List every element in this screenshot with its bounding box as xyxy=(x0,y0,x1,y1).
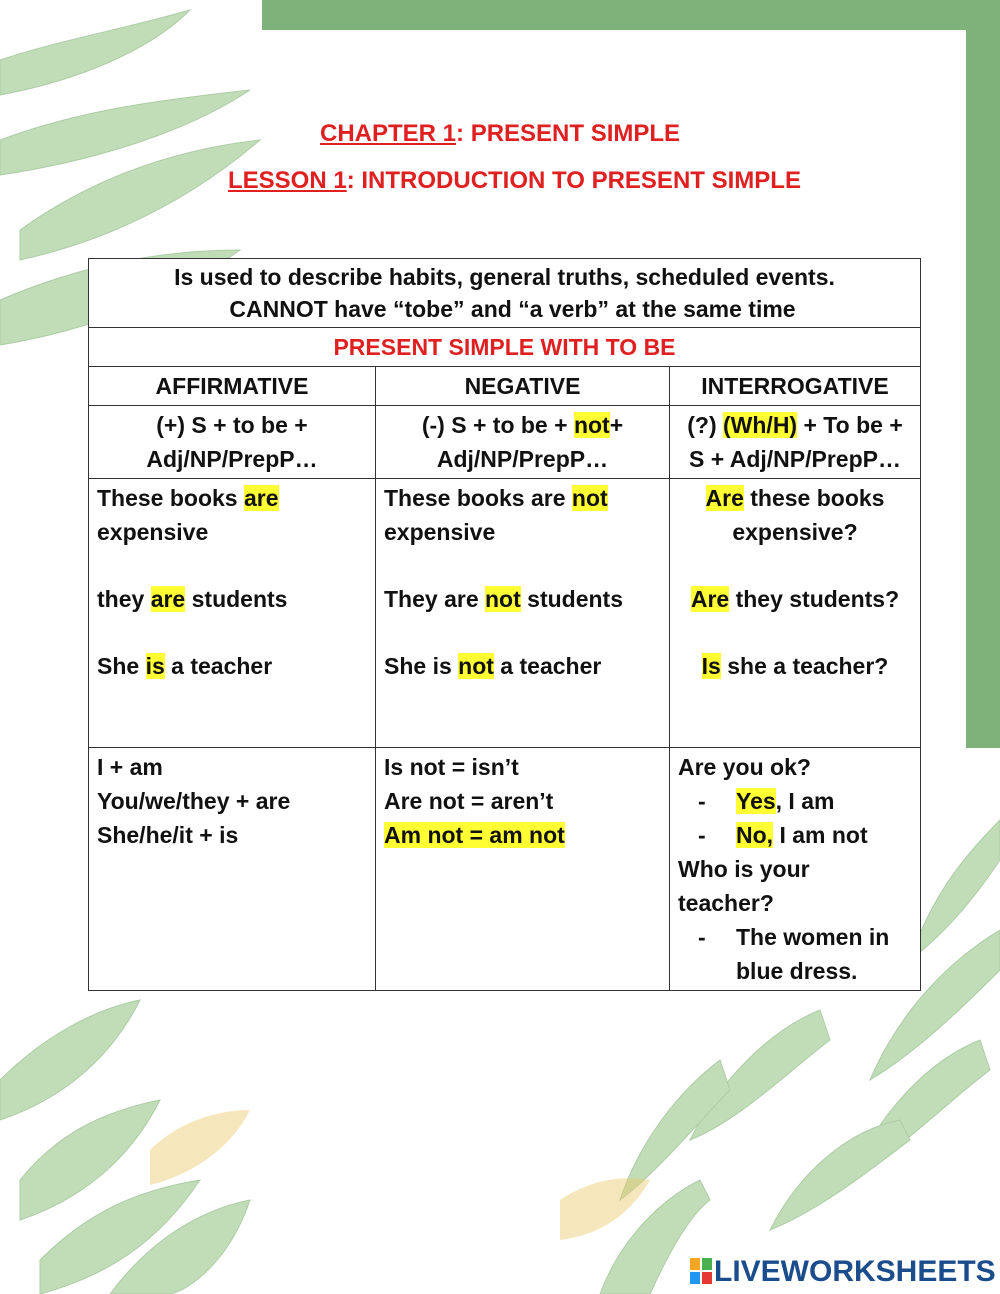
highlighted-word: not xyxy=(573,412,610,438)
examples-interrogative xyxy=(670,479,921,748)
highlighted-word: are xyxy=(150,586,186,612)
spacer xyxy=(384,616,661,649)
example-sentence xyxy=(678,582,912,616)
highlighted-word: is xyxy=(145,653,165,679)
chapter-title xyxy=(320,120,680,148)
example-text: these books xyxy=(743,485,885,511)
intro-line-1: Is used to describe habits, general truths, scheduled events. xyxy=(174,264,835,290)
answer-item xyxy=(678,954,912,988)
intro-cell xyxy=(89,259,921,328)
example-continuation: expensive xyxy=(97,519,209,545)
section-title-row xyxy=(89,328,921,367)
example-text: they students? xyxy=(729,586,900,612)
col-header-affirmative: AFFIRMATIVE xyxy=(89,367,376,406)
example-continuation: expensive xyxy=(384,519,496,545)
dash-bullet: - xyxy=(698,924,706,950)
dash-spacer xyxy=(698,954,736,988)
example-text: a teacher xyxy=(493,653,602,679)
grammar-table xyxy=(88,258,921,991)
formula-interrogative xyxy=(670,406,921,479)
example-text: they xyxy=(97,586,151,612)
example-continuation: expensive? xyxy=(732,519,858,545)
formula-text: (?) xyxy=(687,412,724,438)
example-text: She xyxy=(97,653,146,679)
highlighted-word: Yes xyxy=(736,788,776,814)
formula-affirmative-line-2: Adj/NP/PrepP… xyxy=(146,446,318,472)
chapter-label: CHAPTER 1 xyxy=(320,120,457,147)
lesson-label: LESSON 1 xyxy=(228,167,347,194)
intro-row xyxy=(89,259,921,328)
answer-item xyxy=(678,920,912,954)
formula-text: + To be + xyxy=(797,412,903,438)
intro-line-2: CANNOT have “tobe” and “a verb” at the same time xyxy=(229,296,796,322)
formula-text: + xyxy=(609,412,624,438)
answer-text: blue dress. xyxy=(736,958,858,984)
note-line xyxy=(384,818,661,852)
chapter-name: : PRESENT SIMPLE xyxy=(456,120,681,147)
example-sentence xyxy=(678,481,912,515)
highlighted-word: (Wh/H) xyxy=(723,412,798,438)
highlighted-word: not xyxy=(458,653,494,679)
formula-row xyxy=(89,406,921,479)
highlighted-word: No, xyxy=(736,822,774,848)
highlighted-word: Is xyxy=(701,653,721,679)
example-sentence xyxy=(97,582,367,616)
highlighted-word: are xyxy=(243,485,279,511)
note-line: I + am xyxy=(97,754,163,780)
notes-interrogative xyxy=(670,748,921,991)
formula-negative xyxy=(376,406,670,479)
example-text: They are xyxy=(384,586,485,612)
example-sentence xyxy=(384,649,661,683)
example-sentence xyxy=(97,481,367,515)
example-text: a teacher xyxy=(164,653,273,679)
lesson-title xyxy=(228,167,801,195)
formula-text: (-) S + to be + xyxy=(421,412,574,438)
spacer xyxy=(384,549,661,582)
highlighted-word: Are xyxy=(705,485,744,511)
notes-affirmative xyxy=(89,748,376,991)
formula-affirmative-line-1: (+) S + to be + xyxy=(156,412,308,438)
liveworksheets-logo[interactable] xyxy=(690,1255,996,1289)
answer-text xyxy=(736,784,834,818)
answer-item xyxy=(678,818,912,852)
example-text: She is xyxy=(384,653,459,679)
section-title: PRESENT SIMPLE WITH TO BE xyxy=(89,328,921,367)
example-sentence xyxy=(97,649,367,683)
column-header-row xyxy=(89,367,921,406)
formula-negative-line-2: Adj/NP/PrepP… xyxy=(436,446,609,472)
liveworksheets-logo-icon xyxy=(690,1258,712,1284)
col-header-interrogative: INTERROGATIVE xyxy=(670,367,921,406)
notes-negative xyxy=(376,748,670,991)
note-line: Is not = isn’t xyxy=(384,754,519,780)
formula-affirmative xyxy=(89,406,376,479)
example-text: students xyxy=(520,586,623,612)
examples-affirmative xyxy=(89,479,376,748)
question-line: Who is your xyxy=(678,856,810,882)
spacer xyxy=(678,616,912,649)
example-sentence xyxy=(384,481,661,515)
spacer xyxy=(97,616,367,649)
notes-row xyxy=(89,748,921,991)
example-text: These books are xyxy=(384,485,572,511)
examples-negative xyxy=(376,479,670,748)
answer-rest: I am not xyxy=(773,822,868,848)
spacer xyxy=(97,549,367,582)
answer-text: The women in xyxy=(736,924,890,950)
question-line: Are you ok? xyxy=(678,754,811,780)
dash-bullet: - xyxy=(698,822,706,848)
formula-interrogative-line-2: S + Adj/NP/PrepP… xyxy=(689,446,901,472)
answer-item xyxy=(678,784,912,818)
examples-row xyxy=(89,479,921,748)
col-header-negative: NEGATIVE xyxy=(376,367,670,406)
example-sentence xyxy=(384,582,661,616)
formula-negative-line-1 xyxy=(384,408,661,442)
spacer xyxy=(678,549,912,582)
highlighted-word: Are xyxy=(690,586,730,612)
answer-text xyxy=(736,818,868,852)
note-line: Are not = aren’t xyxy=(384,788,554,814)
example-text: These books xyxy=(97,485,244,511)
formula-interrogative-line-1 xyxy=(678,408,912,442)
note-line: She/he/it + is xyxy=(97,822,239,848)
question-line: teacher? xyxy=(678,890,774,916)
note-line: You/we/they + are xyxy=(97,788,291,814)
logo-text: LIVEWORKSHEETS xyxy=(714,1255,996,1288)
example-text: students xyxy=(185,586,288,612)
lesson-name: : INTRODUCTION TO PRESENT SIMPLE xyxy=(346,167,801,194)
dash-bullet: - xyxy=(698,788,706,814)
highlighted-word: not xyxy=(571,485,608,511)
example-sentence xyxy=(678,649,912,683)
answer-rest: , I am xyxy=(775,788,835,814)
highlighted-note: Am not = am not xyxy=(384,822,565,848)
example-text: she a teacher? xyxy=(720,653,889,679)
highlighted-word: not xyxy=(485,586,521,612)
